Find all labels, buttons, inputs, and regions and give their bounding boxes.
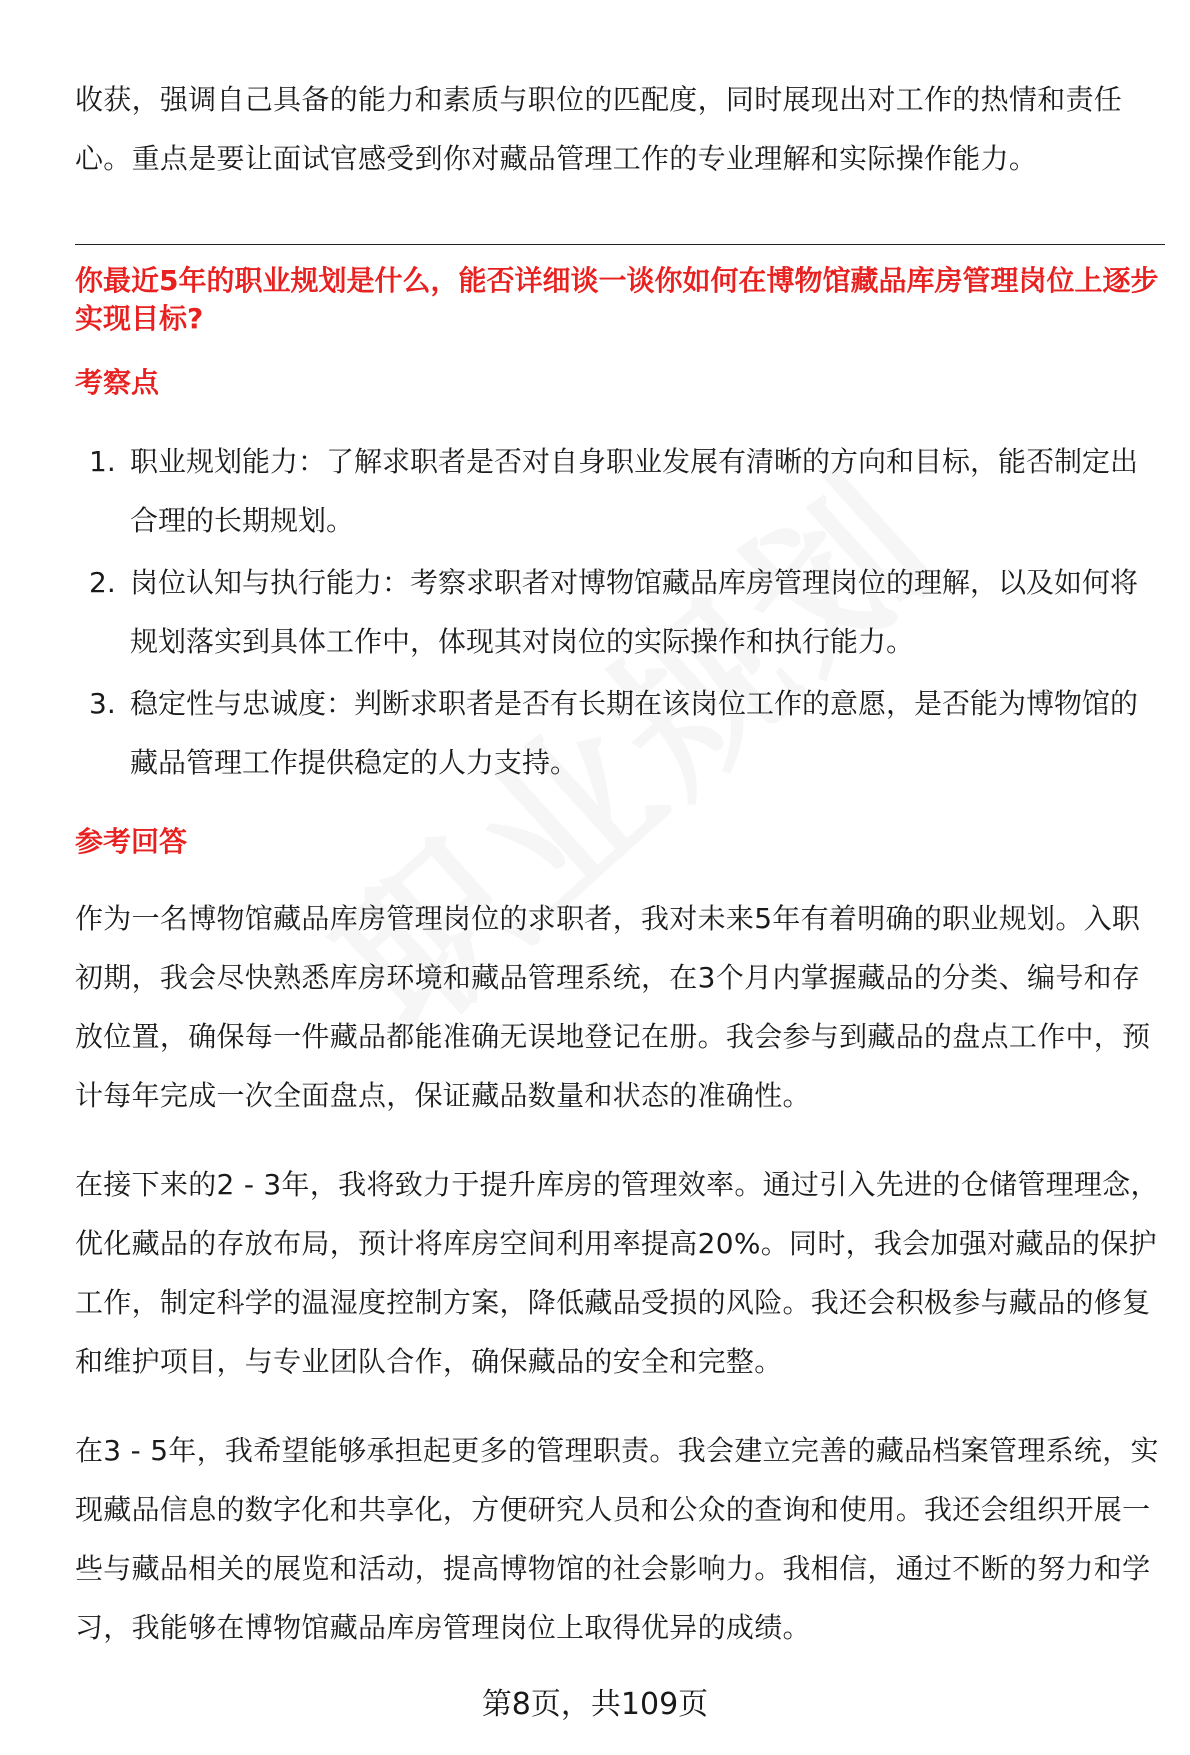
assessment-title: 考察点 <box>75 366 160 399</box>
list-number: 2. <box>89 566 116 599</box>
page-footer: 第8页，共109页 <box>481 1687 709 1722</box>
question-heading: 你最近5年的职业规划是什么，能否详细谈一谈你如何在博物馆藏品库房管理岗位上逐步实现目标? <box>75 264 1159 335</box>
list-number: 3. <box>89 687 116 720</box>
section-divider <box>75 244 1165 245</box>
answer-title: 参考回答 <box>75 825 188 858</box>
list-text: 岗位认知与执行能力：考察求职者对博物馆藏品库房管理岗位的理解，以及如何将规划落实到具体工作中，体现其对岗位的实际操作和执行能力。 <box>130 566 1139 658</box>
answer-paragraph: 作为一名博物馆藏品库房管理岗位的求职者，我对未来5年有着明确的职业规划。入职初期，我会尽快熟悉库房环境和藏品管理系统，在3个月内掌握藏品的分类、编号和存放位置，确保每一件藏品都能准确无误地登记在册。我会参与到藏品的盘点工作中，预计每年完成一次全面盘点，保证藏品数量和状态的准确性。 <box>75 902 1151 1112</box>
list-item <box>75 432 1165 550</box>
list-text: 稳定性与忠诚度：判断求职者是否有长期在该岗位工作的意愿，是否能为博物馆的藏品管理工作提供稳定的人力支持。 <box>130 687 1139 779</box>
list-text: 职业规划能力：了解求职者是否对自身职业发展有清晰的方向和目标，能否制定出合理的长期规划。 <box>130 445 1139 537</box>
list-number: 1. <box>89 445 116 478</box>
answer-paragraph: 在3 - 5年，我希望能够承担起更多的管理职责。我会建立完善的藏品档案管理系统，实现藏品信息的数字化和共享化，方便研究人员和公众的查询和使用。我还会组织开展一些与藏品相关的展览和活动，提高博物馆的社会影响力。我相信，通过不断的努力和学习，我能够在博物馆藏品库房管理岗位上取得优异的成绩。 <box>75 1434 1159 1644</box>
list-item <box>75 674 1165 792</box>
assessment-list <box>75 432 1165 795</box>
answer-paragraph: 在接下来的2 - 3年，我将致力于提升库房的管理效率。通过引入先进的仓储管理理念，优化藏品的存放布局，预计将库房空间利用率提高20%。同时，我会加强对藏品的保护工作，制定科学的温湿度控制方案，降低藏品受损的风险。我还会积极参与藏品的修复和维护项目，与专业团队合作，确保藏品的安全和完整。 <box>75 1168 1159 1378</box>
intro-paragraph: 收获，强调自己具备的能力和素质与职位的匹配度，同时展现出对工作的热情和责任心。重点是要让面试官感受到你对藏品管理工作的专业理解和实际操作能力。 <box>75 83 1123 175</box>
list-item <box>75 553 1165 671</box>
